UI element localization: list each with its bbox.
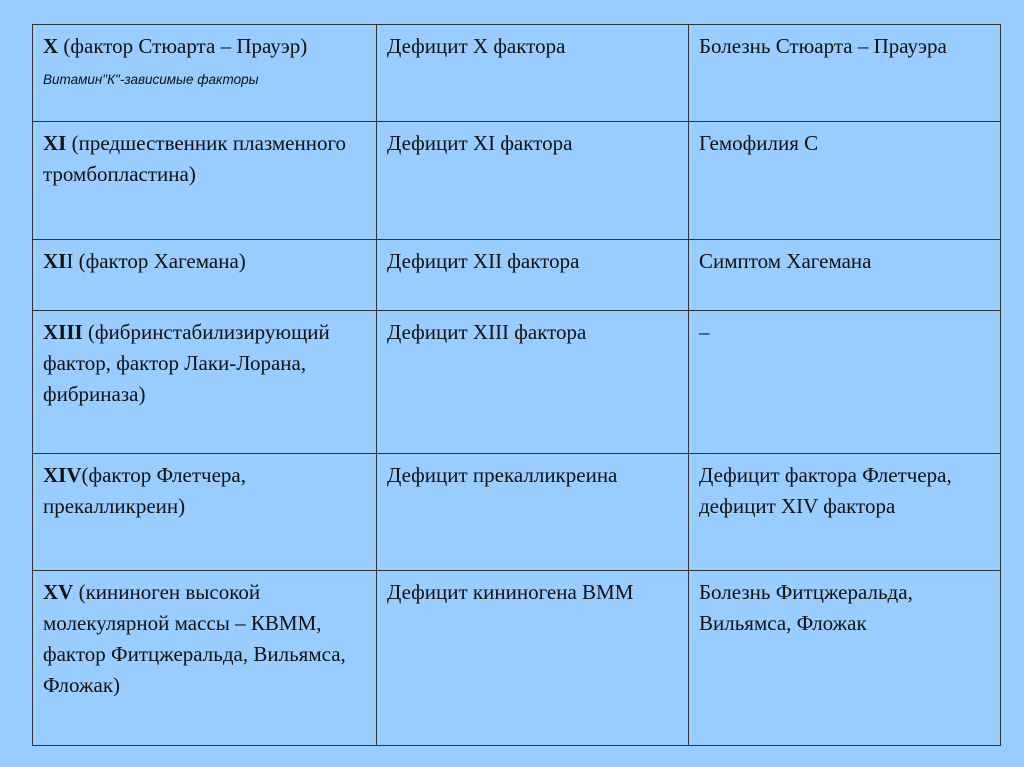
factor-numeral: XIV <box>43 463 82 487</box>
disease-cell: Дефицит фактора Флетчера, дефицит XIV фактора <box>689 454 1001 571</box>
factor-description: (фактор Стюарта – Прауэр) <box>58 34 308 58</box>
deficit-cell: Дефицит прекалликреина <box>377 454 689 571</box>
factor-description: (предшественник плазменного тромбопластина) <box>43 131 347 186</box>
factor-numeral: XIII <box>43 320 83 344</box>
factor-numeral: X <box>43 34 59 58</box>
table-row <box>33 240 1001 311</box>
table-row <box>33 311 1001 454</box>
disease-cell: – <box>689 311 1001 454</box>
disease-cell: Гемофилия С <box>689 122 1001 240</box>
factor-description: (фактор Хагемана) <box>73 249 246 273</box>
table-row <box>33 25 1001 122</box>
coagulation-factor-table <box>32 24 1001 746</box>
factor-cell <box>33 240 377 311</box>
factor-description: (фибринстабилизирующий фактор, фактор Лаки-Лорана, фибриназа) <box>43 320 330 406</box>
factor-cell <box>33 454 377 571</box>
factor-note: Витамин"К"-зависимые факторы <box>43 72 259 87</box>
table-row <box>33 454 1001 571</box>
disease-cell: Болезнь Фитцжеральда, Вильямса, Фложак <box>689 571 1001 746</box>
factor-cell <box>33 122 377 240</box>
table-row <box>33 571 1001 746</box>
disease-cell: Симптом Хагемана <box>689 240 1001 311</box>
disease-cell: Болезнь Стюарта – Прауэра <box>689 25 1001 122</box>
deficit-cell: Дефицит XIII фактора <box>377 311 689 454</box>
deficit-cell: Дефицит XII фактора <box>377 240 689 311</box>
factor-cell <box>33 25 377 122</box>
factor-cell <box>33 311 377 454</box>
deficit-cell: Дефицит X фактора <box>377 25 689 122</box>
factor-numeral: XI <box>43 249 67 273</box>
factor-numeral: XV <box>43 580 74 604</box>
factor-cell <box>33 571 377 746</box>
factor-numeral-suffix: I <box>66 249 74 273</box>
factor-numeral: XI <box>43 131 67 155</box>
factor-description: (фактор Флетчера, прекалликреин) <box>43 463 246 518</box>
deficit-cell: Дефицит кининогена ВММ <box>377 571 689 746</box>
table-row <box>33 122 1001 240</box>
factor-description: (кининоген высокой молекулярной массы – КВММ, фактор Фитцжеральда, Вильямса, Фложак) <box>43 580 346 697</box>
deficit-cell: Дефицит XI фактора <box>377 122 689 240</box>
